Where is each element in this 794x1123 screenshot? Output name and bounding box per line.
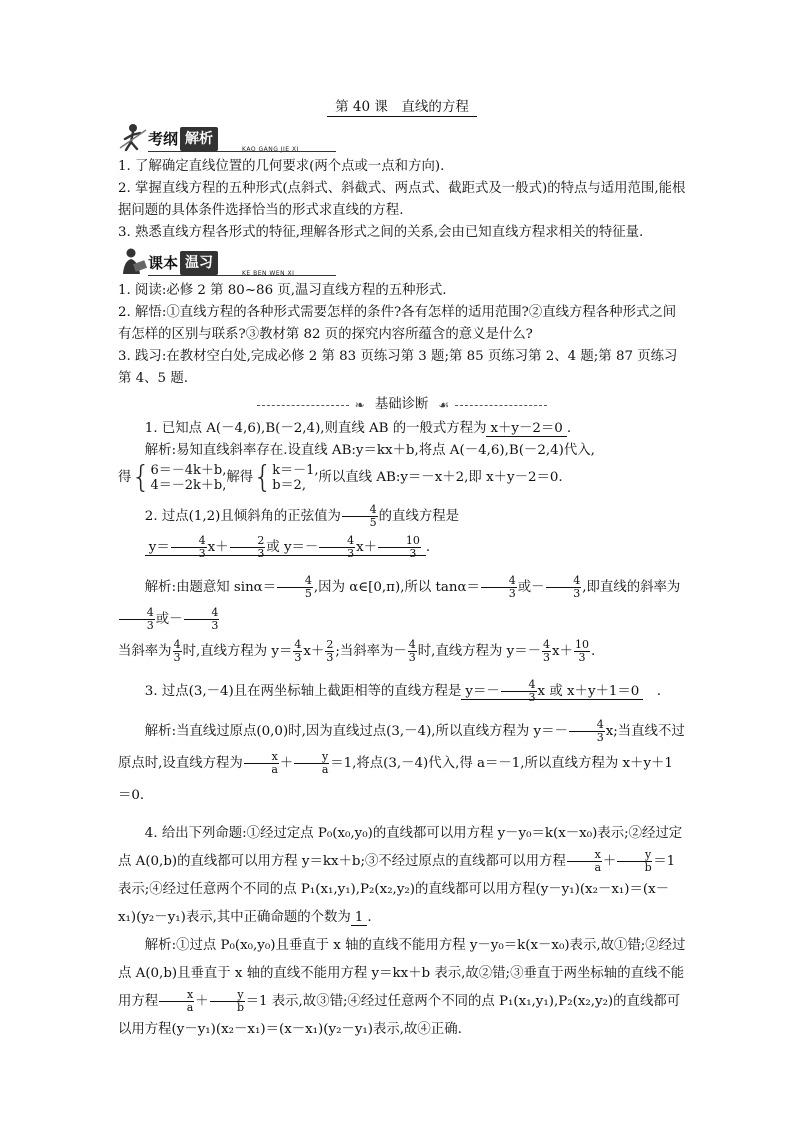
solution-2-cont: 当斜率为 $\frac{4}{3}$ 时,直线方程为 y＝ $\frac{4}{3}$ x＋ $\frac{2}{3}$ ;当斜率为－ $\frac{4}{3}$ 时,直线方程为 y＝－ $\frac{4}{3}$ x＋ $\frac{10}{3}$ . [118, 638, 596, 664]
answer-blank: 1 [351, 910, 368, 926]
question-4: 4. 给出下列命题:①经过定点 P₀(x₀,y₀)的直线都可以用方程 y－y₀＝k(x－x₀)表示;②经过定点 A(0,b)的直线都可以用方程 y＝kx＋b;③不经过原点的直线都可以用方程 $\frac{x}{a}$ ＋ $\frac{y}{b}$ ＝1 表示;④经过任意两个不同的点 P₁(x₁,y₁),P₂(x₂,y₂)的直线都可以用方程(y－y₁)(x₂－x₁)＝(x－x₁)(y₂－y₁)表示,其中正确命题的个数为 1 . [118, 826, 683, 925]
list-item: 3. 熟悉直线方程各形式的特征,理解各形式之间的关系,会由已知直线方程求相关的特征量. [118, 225, 644, 240]
question-3: 3. 过点(3,－4)且在两坐标轴上截距相等的直线方程是 y＝－ $\frac{4}{3}$ x 或 x＋y＋1＝0 . [144, 678, 661, 704]
answer-blank: y＝ $\frac{4}{3}$ x＋ $\frac{2}{3}$ 或 y＝－ $\frac{4}{3}$ x＋ $\frac{10}{3}$ [145, 540, 426, 556]
section-label-badge: 解析 [180, 127, 218, 151]
solution-2: 解析:由题意知 sinα＝ $\frac{4}{5}$ ,因为 α∈[0,π),所以 tanα＝ $\frac{4}{3}$ 或－ $\frac{4}{3}$ ,即直线的斜率为 $\frac{4}{3}$ 或－ $\frac{4}{3}$ [118, 572, 686, 636]
list-item: 1. 了解确定直线位置的几何要求(两个点或一点和方向). [118, 159, 445, 174]
section-header-keben [118, 246, 686, 276]
document-page [118, 96, 686, 1044]
section-label: 考纲 [148, 130, 179, 148]
list-item: 2. 解悟:①直线方程的各种形式需要怎样的条件?各有怎样的适用范围?②直线方程各种形式之间有怎样的区别与联系?③教材第 82 页的探究内容所蕴含的意义是什么? [118, 305, 677, 342]
divider-label: 基础诊断 [374, 397, 429, 412]
section-pinyin: KE BEN WEN XI [242, 270, 295, 277]
runner-icon [118, 122, 148, 152]
equation-system: { 6＝－4k＋b, 4＝－2k＋b, [131, 459, 227, 495]
equation-system: { k＝－1, b＝2, [253, 459, 319, 495]
divider [148, 275, 336, 276]
solution-4: 解析:①过点 P₀(x₀,y₀)且垂直于 x 轴的直线不能用方程 y－y₀＝k(x－x₀)表示,故①错;②经过点 A(0,b)且垂直于 x 轴的直线不能用方程 y＝kx＋b 表示,故②错;③垂直于两坐标轴的直线不能用方程 $\frac{x}{a}$ ＋ $\frac{y}{b}$ ＝1 表示,故③错;④经过任意两个不同的点 P₁(x₁,y₁),P₂(x₂,y₂)的直线都可以用方程(y－y₁)(x₂－x₁)＝(x－x₁)(y₂－y₁)表示,故④正确. [118, 938, 686, 1037]
ornament-icon: ❧ [354, 398, 365, 412]
solution-1: 解析:易知直线斜率存在.设直线 AB:y＝kx＋b,将点 A(－4,6),B(－2,4)代入, [144, 443, 595, 458]
list-item: 2. 掌握直线方程的五种形式(点斜式、斜截式、两点式、截距式及一般式)的特点与适用范围,能根据问题的具体条件选择恰当的形式求直线的方程. [118, 181, 686, 218]
fraction: $\frac{4}{5}$ [342, 504, 378, 529]
page-title: 第 40 课 直线的方程 [118, 96, 686, 118]
divider [148, 151, 336, 152]
ornament-icon: ☙ [438, 398, 450, 412]
section-label: 课本 [148, 254, 179, 272]
answer-blank: y＝－ $\frac{4}{3}$ x 或 x＋y＋1＝0 [461, 684, 643, 700]
list-item: 3. 践习:在教材空白处,完成必修 2 第 83 页练习第 3 题;第 85 页练习第 2、4 题;第 87 页练习第 4、5 题. [118, 349, 678, 386]
question-1: 1. 已知点 A(－4,6),B(－2,4),则直线 AB 的一般式方程为 x＋y－2＝0 . [144, 421, 572, 436]
section-header-kaogang [118, 122, 686, 152]
solution-1-cont: 得 { 6＝－4k＋b, 4＝－2k＋b, 解得 { k＝－1, b＝2, 所以直线 AB:y＝－x＋2,即 x＋y－2＝0. [118, 459, 563, 495]
section-label-badge: 温习 [180, 251, 218, 275]
section-divider [118, 394, 686, 416]
question-2: 2. 过点(1,2)且倾斜角的正弦值为 $\frac{4}{5}$ 的直线方程是 [144, 503, 460, 529]
section-pinyin: KAO GANG JIE XI [242, 146, 299, 153]
reader-icon [118, 246, 148, 276]
solution-3: 解析:当直线过原点(0,0)时,因为直线过点(3,－4),所以直线方程为 y＝－ $\frac{4}{3}$ x;当直线不过原点时,设直线方程为 $\frac{x}{a}$ ＋ $\frac{y}{a}$ ＝1,将点(3,－4)代入,得 a＝－1,所以直线方程为 x＋y＋1＝0. [118, 718, 685, 803]
list-item: 1. 阅读:必修 2 第 80~86 页,温习直线方程的五种形式. [118, 283, 447, 298]
answer-2: y＝ $\frac{4}{3}$ x＋ $\frac{2}{3}$ 或 y＝－ $\frac{4}{3}$ x＋ $\frac{10}{3}$ . [118, 532, 686, 564]
answer-blank: x＋y－2＝0 [486, 421, 566, 437]
